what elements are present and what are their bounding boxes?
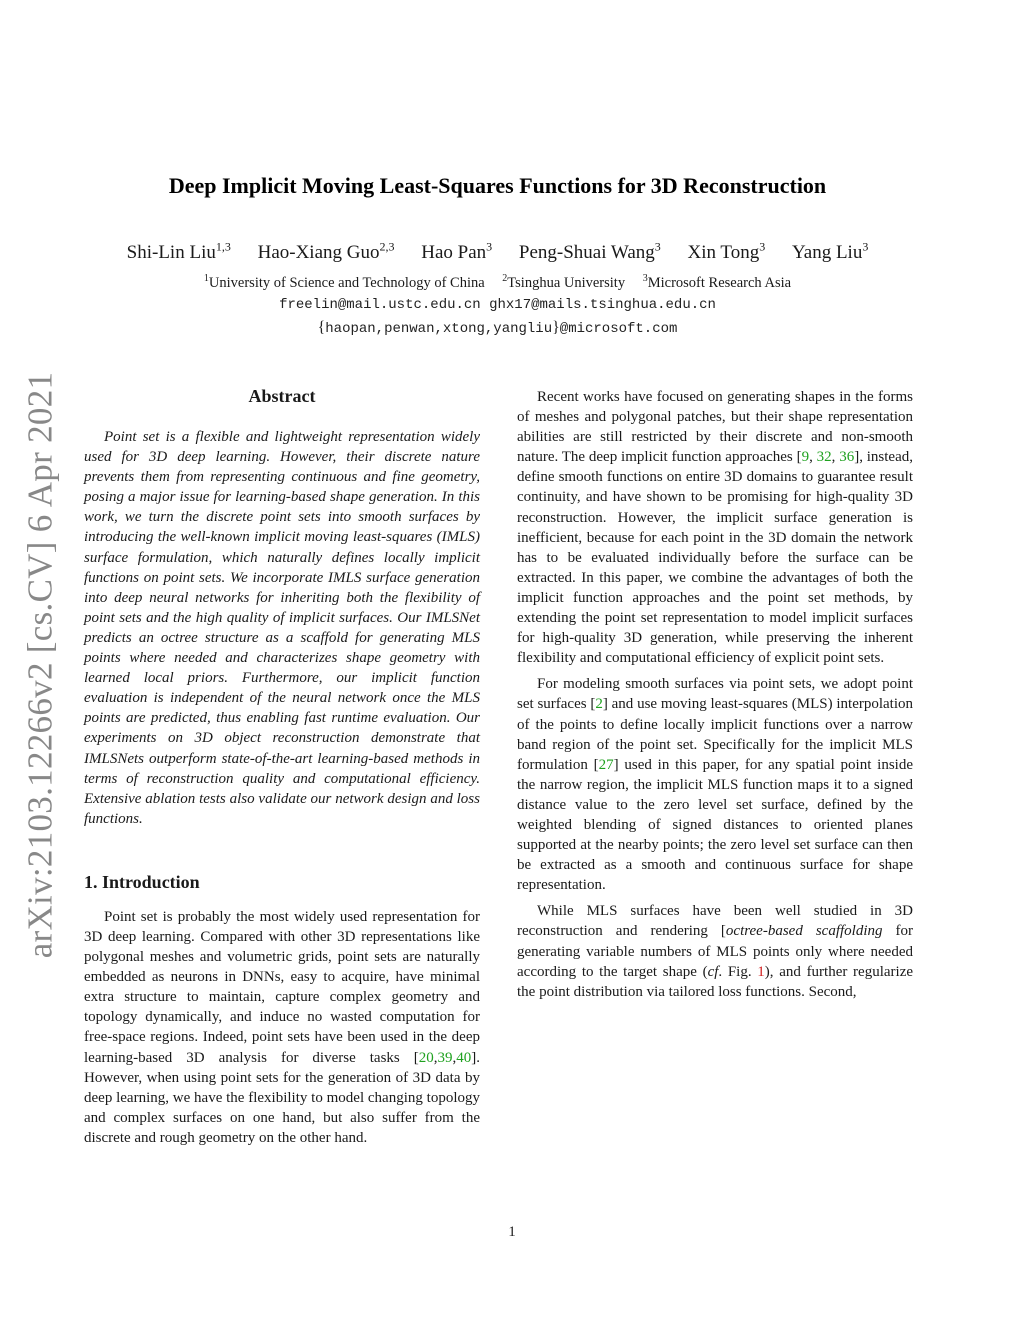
- citation-link[interactable]: 27: [598, 756, 614, 773]
- email-line-2: {haopan,penwan,xtong,yangliu}@microsoft.com: [317, 319, 678, 337]
- affiliation: $^3$Microsoft Research Asia: [642, 273, 792, 291]
- intro-paragraph: Point set is probably the most widely used representation for 3D deep learning. Compared with other 3D representations like polygonal meshes and volumetric grids, point sets are naturally embedded as neurons in DNNs, easy to acquire, have minimal extra structure to maintain, capture complex geometry and topology dynamically, and induce no wasted computation for free-space regions. Indeed, point sets have been used in the deep learning-based 3D analysis for diverse tasks [20,39,40]. However, when using point sets for the generation of 3D data by deep learning, we have the flexibility to model changing topology and complex surfaces on one hand, but also suffer from the discrete and rough geometry on the other hand.: [84, 908, 480, 1146]
- arxiv-identifier-stamp: [10, 365, 70, 965]
- author: Xin Tong$^3$: [687, 240, 766, 264]
- email-line-1: freelin@mail.ustc.edu.cn ghx17@mails.tsinghua.edu.cn: [279, 297, 716, 313]
- author: Shi-Lin Liu$^{1,3}$: [126, 240, 231, 264]
- abstract-text: Point set is a flexible and lightweight representation widely used for 3D deep learning. However, their discrete nature prevents them from representing continuous and fine geometry, posing a major issue for learning-based shape generation. In this work, we turn the discrete point sets into smooth surfaces by introducing the well-known implicit moving least-squares (IMLS) surface formulation, which naturally defines locally implicit functions on point sets. We incorporate IMLS surface generation into deep neural networks for inheriting both the flexibility of point sets and the high quality of implicit surfaces. Our IMLSNet predicts an octree structure as a scaffold for generating MLS points where needed and characterizes shape geometry with learned local priors. Furthermore, our implicit function evaluation is independent of the neural network once the MLS points are predicted, thus enabling fast runtime evaluation. Our experiments on 3D object reconstruction demonstrate that IMLSNets outperform state-of-the-art learning-based methods in terms of reconstruction quality and computational efficiency. Extensive ablation tests also validate our network design and loss functions.: [84, 429, 480, 827]
- author: Hao-Xiang Guo$^{2,3}$: [257, 240, 395, 264]
- arxiv-identifier-text: arXiv:2103.12266v2 [cs.CV] 6 Apr 2021: [20, 371, 60, 959]
- emphasis: octree-based scaffolding: [725, 923, 883, 940]
- author: Peng-Shuai Wang$^3$: [518, 240, 661, 264]
- citation-link[interactable]: 39: [437, 1049, 453, 1066]
- right-column: [517, 387, 913, 1002]
- left-column: [84, 385, 480, 1148]
- affiliation: $^1$University of Science and Technology of China: [203, 273, 485, 291]
- citation-link[interactable]: 20: [418, 1049, 434, 1066]
- citation-link[interactable]: 40: [456, 1049, 472, 1066]
- body-paragraph: Recent works have focused on generating shapes in the forms of meshes and polygonal patches, but their shape representation abilities are still restricted by their discrete and non-smooth nature. The deep implicit function approaches [9, 32, 36], instead, define smooth functions on entire 3D domains to guarantee result continuity, and have shown to be promising for high-quality 3D reconstruction. However, the implicit surface generation is inefficient, because for each point in the 3D domain the network has to be evaluated individually before the surface can be extracted. In this paper, we combine the advantages of both the implicit function approaches and the point set methods, by extending the point set representation to model implicit surfaces for high-quality 3D generation, while preserving the inherent flexibility and computational efficiency of explicit point sets.: [517, 389, 913, 667]
- author: Yang Liu$^3$: [791, 240, 869, 264]
- affiliation: $^2$Tsinghua University: [502, 273, 626, 291]
- abstract-heading: Abstract: [248, 386, 316, 406]
- author: Hao Pan$^3$: [421, 240, 493, 264]
- citation-link[interactable]: 9: [801, 449, 810, 466]
- citation-link[interactable]: 32: [816, 449, 832, 466]
- body-paragraph: For modeling smooth surfaces via point sets, we adopt point set surfaces [2] and use moving least-squares (MLS) interpolation of the points to define locally implicit functions over a narrow band region of the point set. Specifically for the implicit MLS formulation [27] used in this paper, for any spatial point inside the narrow region, the implicit MLS function maps it to a signed distance value to the zero level set surface, defined by the weighted blending of signed distances to oriented planes supported at the nearby points; the zero level set surface can then be extracted as a smooth and continuous surface for shape representation.: [517, 676, 914, 894]
- paper-title: Deep Implicit Moving Least-Squares Functions for 3D Reconstruction: [168, 173, 827, 198]
- introduction-heading: 1. Introduction: [84, 871, 200, 892]
- citation-link[interactable]: 2: [595, 696, 603, 713]
- affiliation-list: [80, 273, 915, 292]
- author-list: [80, 240, 915, 264]
- citation-link[interactable]: 36: [839, 449, 855, 466]
- body-paragraph: While MLS surfaces have been well studied in 3D reconstruction and rendering [octree-based scaffolding for generating variable numbers of MLS points only where needed according to the target shape (cf. Fig. 1), and further regularize the point distribution via tailored loss functions. Second,: [517, 903, 914, 1000]
- page-number: 1: [508, 1224, 516, 1240]
- figure-link[interactable]: 1: [757, 963, 765, 980]
